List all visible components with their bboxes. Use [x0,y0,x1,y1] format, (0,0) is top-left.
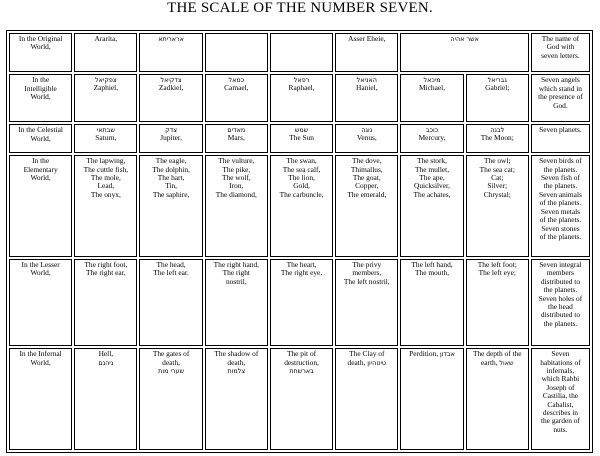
cell-text: Venus, [356,133,377,143]
cell-text: The lion, [288,173,315,183]
description-line: Seven [551,349,570,359]
description-line: Seven planets. [539,125,582,135]
cell-text: The mole, [90,173,121,183]
hebrew-text: אשר אהיה [450,35,479,43]
table-cell [74,259,137,346]
cell-text: The cuttle fish, [83,164,129,174]
cell-text: The achates, [413,189,451,199]
table-cell [74,155,137,257]
world-label: In the Infernal [19,349,62,359]
table-cell [270,124,333,153]
world-label: In the Celestial [18,125,63,135]
cell-text: The head, [156,260,186,270]
table-cell [335,155,398,257]
description-line: describes in [542,408,578,418]
description-line: of the planets. [539,231,582,241]
cell-text: Jupiter, [160,133,182,143]
cell-text: The lapwing, [86,156,126,166]
cell-text: The left eye; [478,268,516,278]
table-cell [205,74,268,122]
table-cell [74,33,137,72]
cell-text: Cat; [491,173,504,183]
hebrew-text: שאול [499,358,514,367]
hebrew-text: גבריאל [487,76,507,85]
cell-text: Gold, [293,181,310,191]
description-line: nuts. [553,424,568,434]
hebrew-text: לבנה [490,126,505,135]
page-title: THE SCALE OF THE NUMBER SEVEN. [167,0,433,16]
description-line: members [546,268,574,278]
cell-text: members, [352,268,382,278]
cell-text: Quicksilver, [414,181,451,191]
table-cell [205,348,268,450]
cell-text: The Clay of [349,349,385,359]
cell-text: The eagle, [155,156,187,166]
hebrew-text: האניאל [356,76,377,85]
cell-text: Gabriel; [485,83,510,93]
cell-text: The heart, [286,260,317,270]
world-label: World, [30,173,51,183]
table-row [9,259,590,346]
cell-text: The Moon; [480,133,514,143]
hebrew-text: כמאל [228,76,245,85]
description-line: which Rabbi [541,374,580,384]
cell-text: The left foot; [477,260,517,270]
table-cell [466,259,529,346]
table-cell [74,124,137,153]
cell-text: Camael, [224,83,249,93]
description-line: of the planets. [539,215,582,225]
cell-text: Tin, [165,181,178,191]
hebrew-text: רפאל [293,76,310,85]
description-line: the head [548,302,573,312]
world-label: World, [30,133,51,143]
table-cell [270,348,333,450]
cell-text: The carbuncle, [279,189,324,199]
table-cell [74,74,137,122]
description-line: the planets. [543,318,578,328]
cell-text: Zadkiel, [158,83,184,93]
cell-text: Michael, [418,83,446,93]
description-line: Cabalist, [547,399,574,409]
table-cell [400,124,463,153]
cell-text: The hart, [157,173,185,183]
cell-text: The dolphin, [152,164,190,174]
description-cell [531,155,590,257]
hebrew-text: מיכאל [423,76,441,85]
cell-text: The wolf, [221,173,251,183]
cell-text: The swan, [286,156,317,166]
description-line: The name of [541,34,580,43]
cell-text: The saphire, [152,189,190,199]
cell-text: The left ear. [153,268,189,278]
cell-text: The stork, [417,156,447,166]
table-cell [400,155,463,257]
description-cell [531,74,590,122]
world-cell [9,124,72,153]
world-cell [9,155,72,257]
hebrew-text: שבתאי [96,126,115,135]
table-cell [400,33,528,72]
cell-text: The mullet, [414,164,450,174]
description-line: God. [553,100,568,110]
table-cell [335,348,398,450]
description-line: Seven metals [540,206,581,216]
hebrew-text: צלמות [227,367,246,376]
world-label: In the [32,156,50,166]
table-cell [466,155,529,257]
cell-text: Perdition, [409,349,439,359]
table-cell [205,155,268,257]
cell-text: death, [162,357,181,367]
table-cell [466,124,529,153]
table-cell [139,74,202,122]
table-cell [139,33,202,72]
cell-text: Saturn, [95,133,117,143]
cell-text: The diamond, [215,189,257,199]
description-line: Seven integral [539,260,582,270]
world-label: Elementary [23,164,58,174]
world-cell [9,259,72,346]
description-line: Seven stones [541,223,580,233]
cell-text: Chrystal; [483,189,511,199]
table-cell [74,348,137,450]
cell-text: The depth of the [472,349,522,359]
description-line: distributed to [540,276,581,286]
hebrew-text: נוגה [361,126,373,135]
cell-text: Mars, [227,133,245,143]
hebrew-text: צדקיאל [160,76,182,85]
description-line: the presence of [538,92,583,102]
description-line: which stand in [538,83,582,93]
cell-text: The right ear, [85,268,126,278]
cell-text: Raphael, [288,83,315,93]
world-label: Intelligible [24,83,57,93]
world-label: World, [30,42,51,52]
description-line: the planets. [543,164,578,174]
table-cell [139,124,202,153]
world-label: In the [32,75,50,85]
table-row [9,155,590,257]
world-cell [9,33,72,72]
cell-text: Asser Eheie, [348,34,386,43]
hebrew-text: מאדים [227,126,246,135]
description-cell [531,33,590,72]
table-cell [270,259,333,346]
cell-text: Copper, [355,181,379,191]
cell-text: The vulture, [218,156,255,166]
cell-text: The owl; [484,156,511,166]
cell-text: The dove, [352,156,382,166]
cell-text: The ape, [419,173,445,183]
cell-text: Zaphiel, [93,83,119,93]
description-cell [531,348,590,450]
cell-text: The goat, [352,173,381,183]
cell-text: death, [227,357,246,367]
table-row [9,348,590,450]
description-line: Seven fish of [540,173,580,183]
world-label: World, [30,268,51,278]
cell-text: The left hand, [411,260,453,270]
cell-text: Haniel, [356,83,378,93]
world-label: World, [30,92,51,102]
table-cell [205,124,268,153]
description-line: Seven animals [538,189,582,199]
table-cell [335,33,398,72]
cell-text: The privy [352,260,382,270]
table-cell [335,124,398,153]
description-line: seven letters. [541,50,580,60]
cell-text: The Sun [289,133,314,143]
cell-text: Ararita, [94,34,118,43]
table-cell [400,259,463,346]
world-cell [9,74,72,122]
hebrew-text: גיהנם [98,358,114,367]
scale-table [6,30,593,453]
description-line: the planets. [543,181,578,191]
cell-text: The pike, [222,164,251,174]
cell-text: death, [347,357,366,367]
description-line: infernals, [546,366,575,376]
description-line: Joseph of [546,382,575,392]
table-cell [270,74,333,122]
cell-text: The emerald, [347,189,387,199]
cell-text: The right [222,268,250,278]
table-cell [400,348,463,450]
cell-text: earth, [480,357,498,367]
cell-text: The pit of [286,349,317,359]
table-cell [466,74,529,122]
table-cell [139,155,202,257]
description-line: Seven birds of [539,156,582,166]
description-line: Seven angels [541,75,580,85]
cell-text: Silver; [487,181,508,191]
table-cell [466,348,529,450]
cell-text: destruction, [284,357,319,367]
table-cell [205,259,268,346]
hebrew-text: צדק [165,126,177,135]
world-label: In the Lesser [21,260,60,270]
cell-text: Iron, [229,181,244,191]
hebrew-text: צפקיאל [95,76,117,85]
description-cell [531,124,590,153]
table-cell [139,259,202,346]
cell-text: The gates of [152,349,190,359]
cell-text: Hell, [98,349,114,359]
description-line: the planets. [543,285,578,295]
table-cell [270,33,333,72]
hebrew-text: כוכב [425,126,439,135]
table-cell [335,74,398,122]
cell-text: The right foot, [84,260,128,270]
hebrew-text: אראריתא [158,35,184,43]
cell-text: The left nostril, [343,276,390,286]
table-row [9,33,590,72]
cell-text: The right hand, [213,260,259,270]
description-line: Castilia, the [542,391,579,401]
table-row [9,74,590,122]
hebrew-text: בארשחת [289,367,314,376]
cell-text: The sea calf, [282,164,321,174]
table-row [9,124,590,153]
description-line: God with [546,42,575,52]
description-line: Seven holes of [538,293,583,303]
cell-text: Lead, [97,181,115,191]
table-cell [335,259,398,346]
world-label: World, [30,357,51,367]
description-line: habitations of [540,357,581,367]
hebrew-text: שמש [294,126,309,135]
hebrew-text: אבדון [439,350,455,359]
cell-text: Mercury, [418,133,446,143]
description-line: distributed to [540,310,581,320]
description-cell [531,259,590,346]
cell-text: The shadow of [214,349,259,359]
table-cell [400,74,463,122]
cell-text: nostril, [225,276,247,286]
cell-text: The sea cat; [479,164,515,174]
table-cell [270,155,333,257]
description-line: the garden of [540,416,580,426]
table-cell [139,348,202,450]
hebrew-text: טיטהיון [367,358,387,367]
cell-text: The onyx, [90,189,121,199]
world-label: In the Original [18,34,63,43]
hebrew-text: שערי מות [158,367,185,376]
cell-text: Thimallus, [350,164,383,174]
cell-text: The right eye, [280,268,323,278]
world-cell [9,348,72,450]
cell-text: The mouth, [414,268,450,278]
description-line: of the planets. [539,198,582,208]
table-cell [205,33,268,72]
